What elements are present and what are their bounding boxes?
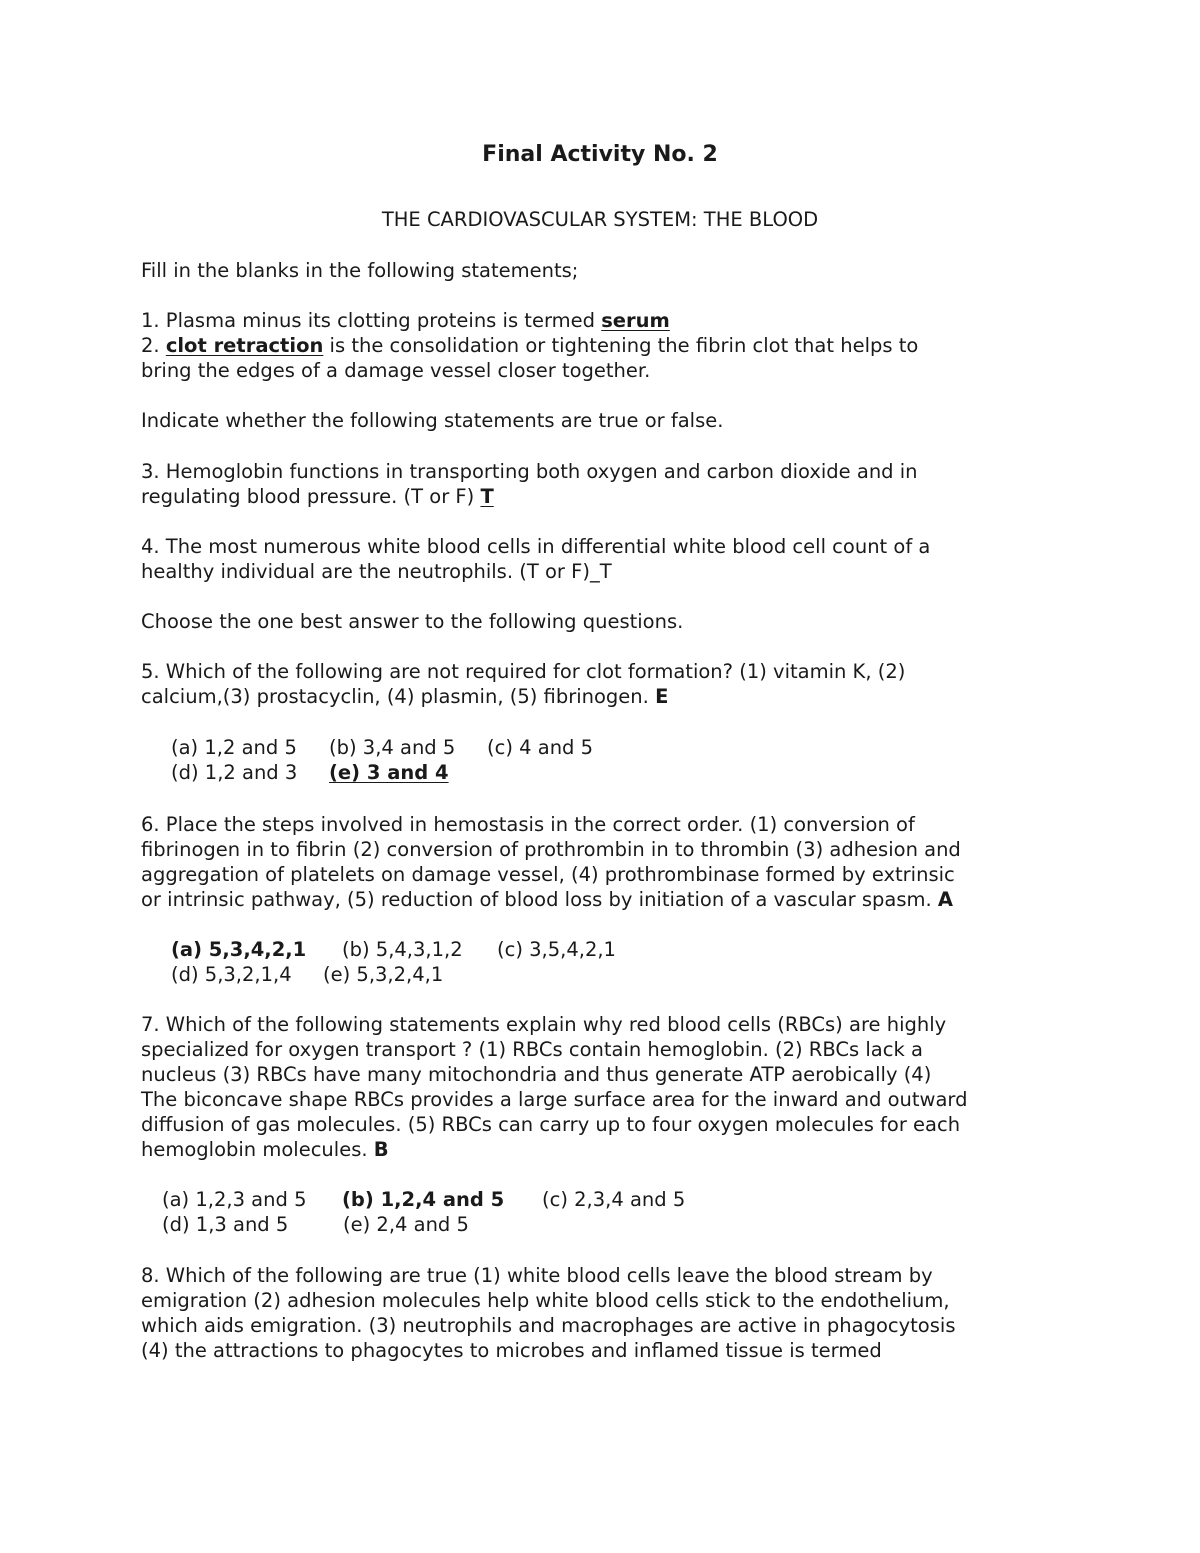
q8-line3: which aids emigration. (3) neutrophils and macrophages are active in phagocytosis [141,1314,956,1337]
q3-line2: regulating blood pressure. (T or F) [141,485,481,508]
q7-option-a: (a) 1,2,3 and 5 [162,1188,307,1211]
q2-line2: bring the edges of a damage vessel closer together. [141,359,651,382]
q7-line5: diffusion of gas molecules. (5) RBCs can carry up to four oxygen molecules for each [141,1113,961,1136]
q6-option-a: (a) 5,3,4,2,1 [171,938,307,961]
question-4 [141,534,1071,584]
q7-line6: hemoglobin molecules. [141,1138,374,1161]
q5-option-c: (c) 4 and 5 [487,736,594,759]
q5-option-d: (d) 1,2 and 3 [171,761,298,784]
q8-line2: emigration (2) adhesion molecules help white blood cells stick to the endothelium, [141,1289,950,1312]
q3-line1: 3. Hemoglobin functions in transporting both oxygen and carbon dioxide and in [141,460,918,483]
q6-option-c: (c) 3,5,4,2,1 [497,938,616,961]
q5-option-a: (a) 1,2 and 5 [171,736,297,759]
q7-line2: specialized for oxygen transport ? (1) RBCs contain hemoglobin. (2) RBCs lack a [141,1038,923,1061]
q7-option-b: (b) 1,2,4 and 5 [342,1188,505,1211]
q2-line1: is the consolidation or tightening the fibrin clot that helps to [323,334,919,357]
q6-option-d: (d) 5,3,2,1,4 [171,963,292,986]
q2-answer: clot retraction [165,334,324,357]
document-title: Final Activity No. 2 [482,142,718,167]
section3-instruction: Choose the one best answer to the following questions. [141,610,684,633]
q3-answer: T [480,485,494,508]
q7-line3: nucleus (3) RBCs have many mitochondria and thus generate ATP aerobically (4) [141,1063,932,1086]
question-5 [141,659,1071,709]
question-3 [141,459,1071,509]
q2-prefix: 2. [141,334,166,357]
q6-option-b: (b) 5,4,3,1,2 [342,938,463,961]
q4-answer: _T [589,560,612,583]
q7-option-d: (d) 1,3 and 5 [162,1213,289,1236]
q4-line2: healthy individual are the neutrophils. (T or F) [141,560,590,583]
question-2 [141,333,1071,383]
q7-line4: The biconcave shape RBCs provides a large surface area for the inward and outward [141,1088,968,1111]
q7-answer: B [373,1138,389,1161]
section1-instruction: Fill in the blanks in the following statements; [141,259,579,282]
question-1 [141,308,1071,333]
q8-line1: 8. Which of the following are true (1) white blood cells leave the blood stream by [141,1264,933,1287]
q4-line1: 4. The most numerous white blood cells in differential white blood cell count of a [141,535,931,558]
q6-line1: 6. Place the steps involved in hemostasis in the correct order. (1) conversion of [141,813,915,836]
q5-line2: calcium,(3) prostacyclin, (4) plasmin, (5) fibrinogen. [141,685,656,708]
section2-instruction: Indicate whether the following statements are true or false. [141,409,724,432]
q8-line4: (4) the attractions to phagocytes to microbes and inflamed tissue is termed [141,1339,882,1362]
question-7 [141,1012,1071,1162]
document-subtitle: THE CARDIOVASCULAR SYSTEM: THE BLOOD [381,208,819,231]
q6-line4: or intrinsic pathway, (5) reduction of blood loss by initiation of a vascular spasm. [141,888,938,911]
q7-option-e: (e) 2,4 and 5 [343,1213,469,1236]
q6-line2: fibrinogen in to fibrin (2) conversion of prothrombin in to thrombin (3) adhesion and [141,838,961,861]
q5-answer: E [655,685,669,708]
q1-answer: serum [601,309,670,332]
q6-option-e: (e) 5,3,2,4,1 [323,963,444,986]
q7-option-c: (c) 2,3,4 and 5 [542,1188,686,1211]
q7-line1: 7. Which of the following statements explain why red blood cells (RBCs) are highly [141,1013,947,1036]
q5-line1: 5. Which of the following are not required for clot formation? (1) vitamin K, (2) [141,660,906,683]
q6-answer: A [937,888,953,911]
question-8 [141,1263,1071,1363]
q5-option-b: (b) 3,4 and 5 [329,736,456,759]
q5-option-e: (e) 3 and 4 [329,761,449,784]
q6-line3: aggregation of platelets on damage vessel, (4) prothrombinase formed by extrinsic [141,863,955,886]
q1-text: 1. Plasma minus its clotting proteins is termed [141,309,602,332]
question-6 [141,812,1071,912]
